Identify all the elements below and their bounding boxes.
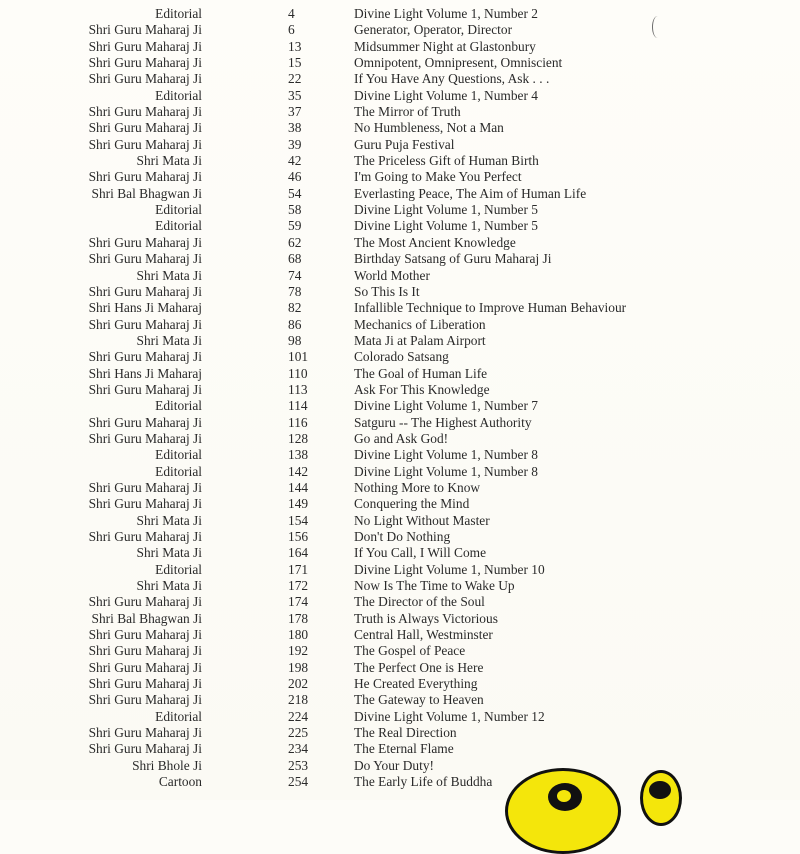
toc-entry-title: The Gateway to Heaven — [354, 692, 484, 708]
toc-entry-title: Now Is The Time to Wake Up — [354, 578, 515, 594]
toc-entry-title: Guru Puja Festival — [354, 136, 455, 152]
toc-entry-page-number: 59 — [288, 218, 302, 234]
toc-entry — [0, 741, 720, 757]
toc-entry — [0, 317, 720, 333]
toc-entry-page-number: 156 — [288, 529, 309, 544]
toc-entry — [0, 627, 720, 643]
toc-entry — [0, 643, 720, 659]
toc-entry — [0, 464, 720, 480]
toc-entry-title: Omnipotent, Omnipresent, Omniscient — [354, 55, 563, 71]
toc-entry-title: Divine Light Volume 1, Number 7 — [354, 398, 538, 414]
toc-entry — [0, 366, 720, 382]
toc-entry-title: Divine Light Volume 1, Number 8 — [354, 447, 538, 463]
toc-entry-title: The Mirror of Truth — [354, 104, 461, 120]
table-of-contents — [0, 6, 720, 791]
toc-entry-author: Cartoon — [158, 774, 202, 790]
toc-entry-page-number: 180 — [288, 627, 309, 643]
toc-entry-title: The Eternal Flame — [354, 741, 454, 757]
toc-entry-page-number: 37 — [288, 104, 302, 120]
toc-entry-author: Shri Guru Maharaj Ji — [88, 643, 202, 659]
toc-entry — [0, 137, 720, 153]
toc-entry-author: Editorial — [155, 398, 202, 414]
toc-entry-page-number: 253 — [288, 757, 309, 773]
toc-entry-author: Shri Guru Maharaj Ji — [88, 659, 202, 675]
toc-entry-title: I'm Going to Make You Perfect — [354, 169, 522, 185]
toc-entry-author: Shri Guru Maharaj Ji — [88, 725, 202, 741]
toc-entry-title: So This Is It — [354, 283, 420, 299]
toc-entry-title: The Real Direction — [354, 725, 457, 741]
toc-entry-author: Editorial — [155, 561, 202, 577]
toc-entry-page-number: 82 — [288, 300, 302, 316]
toc-entry-title: The Goal of Human Life — [354, 365, 488, 381]
toc-entry — [0, 120, 720, 136]
toc-entry-title: Satguru -- The Highest Authority — [354, 414, 532, 430]
toc-entry-title: Generator, Operator, Director — [354, 22, 513, 38]
toc-entry-author: Shri Bal Bhagwan Ji — [91, 185, 202, 201]
toc-entry-page-number: 142 — [288, 463, 309, 479]
toc-entry-page-number: 13 — [288, 38, 302, 54]
toc-entry-title: The Early Life of Buddha — [354, 774, 493, 790]
toc-entry-author: Shri Guru Maharaj Ji — [88, 349, 202, 365]
toc-entry-page-number: 101 — [288, 349, 309, 365]
toc-entry-author: Shri Guru Maharaj Ji — [88, 283, 202, 299]
toc-entry-page-number: 78 — [288, 283, 302, 299]
toc-entry-page-number: 128 — [288, 430, 309, 446]
toc-entry-title: Conquering the Mind — [354, 496, 470, 512]
toc-entry-page-number: 39 — [288, 136, 302, 152]
toc-entry — [0, 6, 720, 22]
toc-entry-author: Shri Guru Maharaj Ji — [88, 741, 202, 757]
toc-entry-title: Ask For This Knowledge — [354, 381, 490, 397]
toc-entry-title: The Director of the Soul — [354, 594, 485, 610]
toc-entry-title: Go and Ask God! — [354, 430, 449, 446]
toc-entry-page-number: 35 — [288, 87, 302, 103]
toc-entry-page-number: 149 — [288, 496, 309, 512]
toc-entry-title: Divine Light Volume 1, Number 5 — [354, 202, 538, 218]
toc-entry-page-number: 113 — [288, 381, 308, 397]
toc-entry — [0, 71, 720, 87]
toc-entry-author: Shri Mata Ji — [136, 545, 202, 561]
toc-entry-page-number: 58 — [288, 202, 302, 218]
toc-entry-author: Shri Guru Maharaj Ji — [88, 104, 202, 120]
toc-entry-page-number: 74 — [288, 267, 302, 283]
toc-entry — [0, 153, 720, 169]
toc-entry — [0, 774, 720, 790]
toc-entry-page-number: 116 — [288, 414, 308, 430]
toc-entry-author: Shri Guru Maharaj Ji — [88, 169, 202, 185]
toc-entry-title: Mechanics of Liberation — [354, 316, 486, 332]
toc-entry-page-number: 6 — [288, 22, 295, 38]
toc-entry-title: World Mother — [354, 267, 430, 283]
toc-entry-author: Shri Guru Maharaj Ji — [88, 676, 202, 692]
toc-entry — [0, 513, 720, 529]
toc-entry — [0, 235, 720, 251]
toc-entry-title: Truth is Always Victorious — [354, 610, 498, 626]
toc-entry-author: Shri Guru Maharaj Ji — [88, 136, 202, 152]
toc-entry-author: Shri Guru Maharaj Ji — [88, 430, 202, 446]
toc-entry-page-number: 68 — [288, 251, 302, 267]
toc-entry-title: The Perfect One is Here — [354, 659, 484, 675]
toc-entry-page-number: 174 — [288, 594, 309, 610]
toc-entry — [0, 218, 720, 234]
toc-entry — [0, 709, 720, 725]
toc-entry-author: Shri Mata Ji — [136, 512, 202, 528]
toc-entry-author: Editorial — [155, 463, 202, 479]
toc-entry-author: Shri Guru Maharaj Ji — [88, 529, 202, 544]
toc-entry-page-number: 172 — [288, 578, 309, 594]
toc-entry — [0, 349, 720, 365]
toc-entry-title: If You Have Any Questions, Ask . . . — [354, 71, 550, 87]
toc-entry-page-number: 4 — [288, 6, 295, 21]
toc-entry-page-number: 234 — [288, 741, 309, 757]
toc-entry — [0, 39, 720, 55]
toc-entry-page-number: 42 — [288, 153, 302, 169]
toc-entry — [0, 169, 720, 185]
toc-entry — [0, 758, 720, 774]
toc-entry-title: If You Call, I Will Come — [354, 545, 487, 561]
toc-entry — [0, 55, 720, 71]
toc-entry-page-number: 86 — [288, 316, 302, 332]
toc-entry — [0, 202, 720, 218]
toc-entry — [0, 333, 720, 349]
toc-entry-page-number: 198 — [288, 659, 309, 675]
toc-entry — [0, 578, 720, 594]
toc-entry-page-number: 144 — [288, 479, 309, 495]
toc-entry-title: Divine Light Volume 1, Number 10 — [354, 561, 545, 577]
toc-entry-author: Shri Guru Maharaj Ji — [88, 38, 202, 54]
toc-entry-author: Shri Guru Maharaj Ji — [88, 381, 202, 397]
toc-entry-author: Shri Guru Maharaj Ji — [88, 692, 202, 708]
toc-entry-page-number: 154 — [288, 512, 309, 528]
toc-entry-author: Shri Guru Maharaj Ji — [88, 234, 202, 250]
toc-entry-author: Shri Mata Ji — [136, 578, 202, 594]
toc-entry — [0, 284, 720, 300]
toc-entry-title: He Created Everything — [354, 676, 478, 692]
toc-entry-page-number: 225 — [288, 725, 309, 741]
toc-entry-author: Shri Mata Ji — [136, 332, 202, 348]
toc-entry-title: Everlasting Peace, The Aim of Human Life — [354, 185, 587, 201]
toc-entry — [0, 300, 720, 316]
toc-entry — [0, 594, 720, 610]
toc-entry — [0, 692, 720, 708]
toc-entry-title: Divine Light Volume 1, Number 2 — [354, 6, 538, 21]
toc-entry-page-number: 114 — [288, 398, 308, 414]
toc-entry-page-number: 110 — [288, 365, 308, 381]
toc-entry-title: Mata Ji at Palam Airport — [354, 332, 486, 348]
toc-entry-page-number: 138 — [288, 447, 309, 463]
toc-entry-author: Shri Guru Maharaj Ji — [88, 55, 202, 71]
toc-entry-author: Editorial — [155, 708, 202, 724]
toc-entry-page-number: 178 — [288, 610, 309, 626]
toc-entry-title: Do Your Duty! — [354, 757, 434, 773]
toc-entry — [0, 415, 720, 431]
toc-entry-author: Shri Guru Maharaj Ji — [88, 627, 202, 643]
toc-entry-author: Shri Mata Ji — [136, 267, 202, 283]
toc-entry-page-number: 224 — [288, 708, 309, 724]
toc-entry-author: Shri Guru Maharaj Ji — [88, 120, 202, 136]
toc-entry-title: Divine Light Volume 1, Number 4 — [354, 87, 538, 103]
toc-entry — [0, 496, 720, 512]
toc-entry-title: Infallible Technique to Improve Human Behaviour — [354, 300, 627, 316]
toc-entry-author: Shri Guru Maharaj Ji — [88, 316, 202, 332]
toc-entry — [0, 529, 720, 545]
toc-entry-author: Shri Guru Maharaj Ji — [88, 251, 202, 267]
toc-entry — [0, 104, 720, 120]
toc-entry-page-number: 98 — [288, 332, 302, 348]
toc-entry-author: Editorial — [155, 202, 202, 218]
toc-entry — [0, 382, 720, 398]
toc-entry-author: Editorial — [155, 6, 202, 21]
toc-entry — [0, 480, 720, 496]
toc-entry-page-number: 15 — [288, 55, 302, 71]
toc-entry-title: Midsummer Night at Glastonbury — [354, 38, 536, 54]
toc-entry — [0, 676, 720, 692]
toc-entry-author: Shri Guru Maharaj Ji — [88, 22, 202, 38]
toc-entry-author: Editorial — [155, 218, 202, 234]
toc-entry — [0, 186, 720, 202]
toc-entry-title: Birthday Satsang of Guru Maharaj Ji — [354, 251, 552, 267]
toc-entry-page-number: 192 — [288, 643, 309, 659]
toc-entry-title: The Gospel of Peace — [354, 643, 466, 659]
toc-entry-author: Editorial — [155, 87, 202, 103]
toc-entry-page-number: 164 — [288, 545, 309, 561]
toc-entry-page-number: 218 — [288, 692, 309, 708]
toc-entry-title: Central Hall, Westminster — [354, 627, 493, 643]
toc-entry-author: Shri Bal Bhagwan Ji — [91, 610, 202, 626]
toc-entry-page-number: 254 — [288, 774, 309, 790]
toc-entry — [0, 545, 720, 561]
toc-entry-author: Shri Guru Maharaj Ji — [88, 479, 202, 495]
toc-entry-title: No Humbleness, Not a Man — [354, 120, 504, 136]
toc-entry-title: Don't Do Nothing — [354, 529, 451, 544]
toc-entry — [0, 398, 720, 414]
toc-entry — [0, 431, 720, 447]
toc-entry — [0, 88, 720, 104]
toc-entry-title: Nothing More to Know — [354, 479, 481, 495]
toc-entry — [0, 611, 720, 627]
toc-entry-page-number: 46 — [288, 169, 302, 185]
toc-entry — [0, 251, 720, 267]
toc-entry-author: Shri Bhole Ji — [132, 757, 202, 773]
toc-entry — [0, 660, 720, 676]
toc-entry-author: Shri Hans Ji Maharaj — [88, 300, 202, 316]
toc-entry-title: Divine Light Volume 1, Number 8 — [354, 463, 538, 479]
toc-entry-title: Divine Light Volume 1, Number 12 — [354, 708, 545, 724]
toc-entry-title: No Light Without Master — [354, 512, 490, 528]
toc-entry-page-number: 54 — [288, 185, 302, 201]
toc-entry — [0, 447, 720, 463]
toc-entry-author: Shri Guru Maharaj Ji — [88, 71, 202, 87]
toc-entry — [0, 22, 720, 38]
toc-entry-title: Colorado Satsang — [354, 349, 449, 365]
toc-entry-page-number: 38 — [288, 120, 302, 136]
toc-entry-author: Shri Guru Maharaj Ji — [88, 414, 202, 430]
toc-entry-page-number: 171 — [288, 561, 309, 577]
toc-entry — [0, 268, 720, 284]
toc-entry-author: Editorial — [155, 447, 202, 463]
toc-entry-author: Shri Hans Ji Maharaj — [88, 365, 202, 381]
toc-entry-author: Shri Mata Ji — [136, 153, 202, 169]
toc-entry-title: The Priceless Gift of Human Birth — [354, 153, 539, 169]
toc-entry-title: The Most Ancient Knowledge — [354, 234, 516, 250]
toc-entry-author: Shri Guru Maharaj Ji — [88, 594, 202, 610]
toc-entry — [0, 725, 720, 741]
toc-entry-page-number: 62 — [288, 234, 302, 250]
toc-entry — [0, 562, 720, 578]
toc-entry-page-number: 202 — [288, 676, 309, 692]
toc-entry-author: Shri Guru Maharaj Ji — [88, 496, 202, 512]
toc-entry-page-number: 22 — [288, 71, 302, 87]
toc-entry-title: Divine Light Volume 1, Number 5 — [354, 218, 538, 234]
